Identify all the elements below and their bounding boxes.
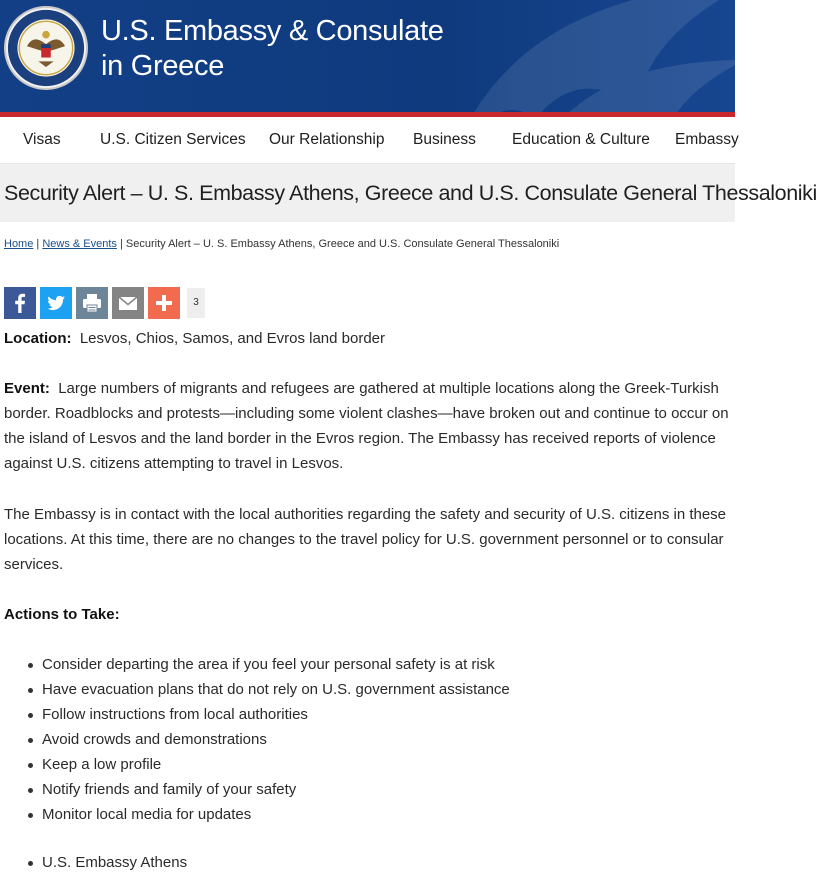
site-title[interactable] <box>101 14 444 84</box>
bullet-icon <box>28 738 33 743</box>
nav-item-education-culture[interactable]: Education & Culture <box>512 131 650 148</box>
page-title: Security Alert – U. S. Embassy Athens, Greece and U.S. Consulate General Thessaloniki <box>4 181 817 205</box>
plus-icon <box>148 287 180 319</box>
action-text: Avoid crowds and demonstrations <box>42 731 267 748</box>
site-title-line1: U.S. Embassy & Consulate <box>101 15 444 47</box>
breadcrumb-news-link[interactable]: News & Events <box>42 238 117 250</box>
bullet-icon <box>28 861 33 866</box>
twitter-share-button[interactable] <box>40 287 72 319</box>
facebook-share-button[interactable] <box>4 287 36 319</box>
location-paragraph <box>4 326 385 351</box>
bullet-icon <box>28 713 33 718</box>
bullet-icon <box>28 663 33 668</box>
location-text: Lesvos, Chios, Samos, and Evros land border <box>79 330 385 347</box>
nav-item-visas[interactable]: Visas <box>23 131 61 148</box>
nav-item-citizen-services[interactable]: U.S. Citizen Services <box>100 131 246 148</box>
action-text: Monitor local media for updates <box>42 806 252 823</box>
list-item <box>42 727 510 752</box>
action-text: Follow instructions from local authorities <box>42 706 308 723</box>
bullet-icon <box>28 813 33 818</box>
nav-item-business[interactable]: Business <box>413 131 476 148</box>
breadcrumb <box>4 238 559 250</box>
nav-item-our-relationship[interactable]: Our Relationship <box>269 131 385 148</box>
email-share-button[interactable] <box>112 287 144 319</box>
site-title-line2: in Greece <box>101 50 225 82</box>
breadcrumb-separator: | <box>116 238 126 250</box>
location-label: Location: <box>4 330 72 347</box>
contact-paragraph: The Embassy is in contact with the local authorities regarding the safety and security of U.S. citizens in these locations. At this time, there are no changes to the travel policy for U.S. government personnel or to consular services. <box>4 506 727 573</box>
list-item <box>42 850 187 875</box>
print-icon <box>76 287 108 319</box>
list-item <box>42 702 510 727</box>
list-item <box>42 802 510 827</box>
print-button[interactable] <box>76 287 108 319</box>
share-count-badge: 3 <box>187 288 205 318</box>
event-text: Large numbers of migrants and refugees are gathered at multiple locations along the Greek-Turkish border. Roadblocks and protests—including some violent clashes—have broken out and continue to occur on the island of Lesvos and the land border in the Evros region. The Embassy has received reports of violence against U.S. citizens attempting to travel in Lesvos. <box>4 380 729 472</box>
page-title-band <box>0 164 817 222</box>
event-label: Event: <box>4 380 50 397</box>
nav-item-embassy[interactable]: Embassy <box>675 131 739 148</box>
event-paragraph <box>4 376 732 476</box>
facebook-icon <box>4 287 36 319</box>
action-text: Consider departing the area if you feel your personal safety is at risk <box>42 656 495 673</box>
breadcrumb-current: Security Alert – U. S. Embassy Athens, Greece and U.S. Consulate General Thessaloniki <box>125 238 560 250</box>
breadcrumb-separator: | <box>33 238 43 250</box>
site-header <box>0 0 735 112</box>
bullet-icon <box>28 763 33 768</box>
email-icon <box>112 287 144 319</box>
list-item <box>42 777 510 802</box>
twitter-icon <box>40 287 72 319</box>
actions-label: Actions to Take: <box>4 606 120 623</box>
list-item <box>42 652 510 677</box>
main-nav <box>0 117 739 164</box>
contact-text: U.S. Embassy Athens <box>42 854 188 871</box>
action-text: Have evacuation plans that do not rely on U.S. government assistance <box>42 681 510 698</box>
actions-heading <box>4 602 120 627</box>
breadcrumb-home-link[interactable]: Home <box>4 238 34 250</box>
bullet-icon <box>28 788 33 793</box>
more-share-button[interactable] <box>148 287 180 319</box>
action-text: Keep a low profile <box>42 756 162 773</box>
action-text: Notify friends and family of your safety <box>42 781 297 798</box>
contacts-list <box>42 850 187 875</box>
list-item <box>42 677 510 702</box>
department-of-state-seal-icon[interactable] <box>4 6 88 90</box>
bullet-icon <box>28 688 33 693</box>
list-item <box>42 752 510 777</box>
actions-list <box>42 652 510 827</box>
